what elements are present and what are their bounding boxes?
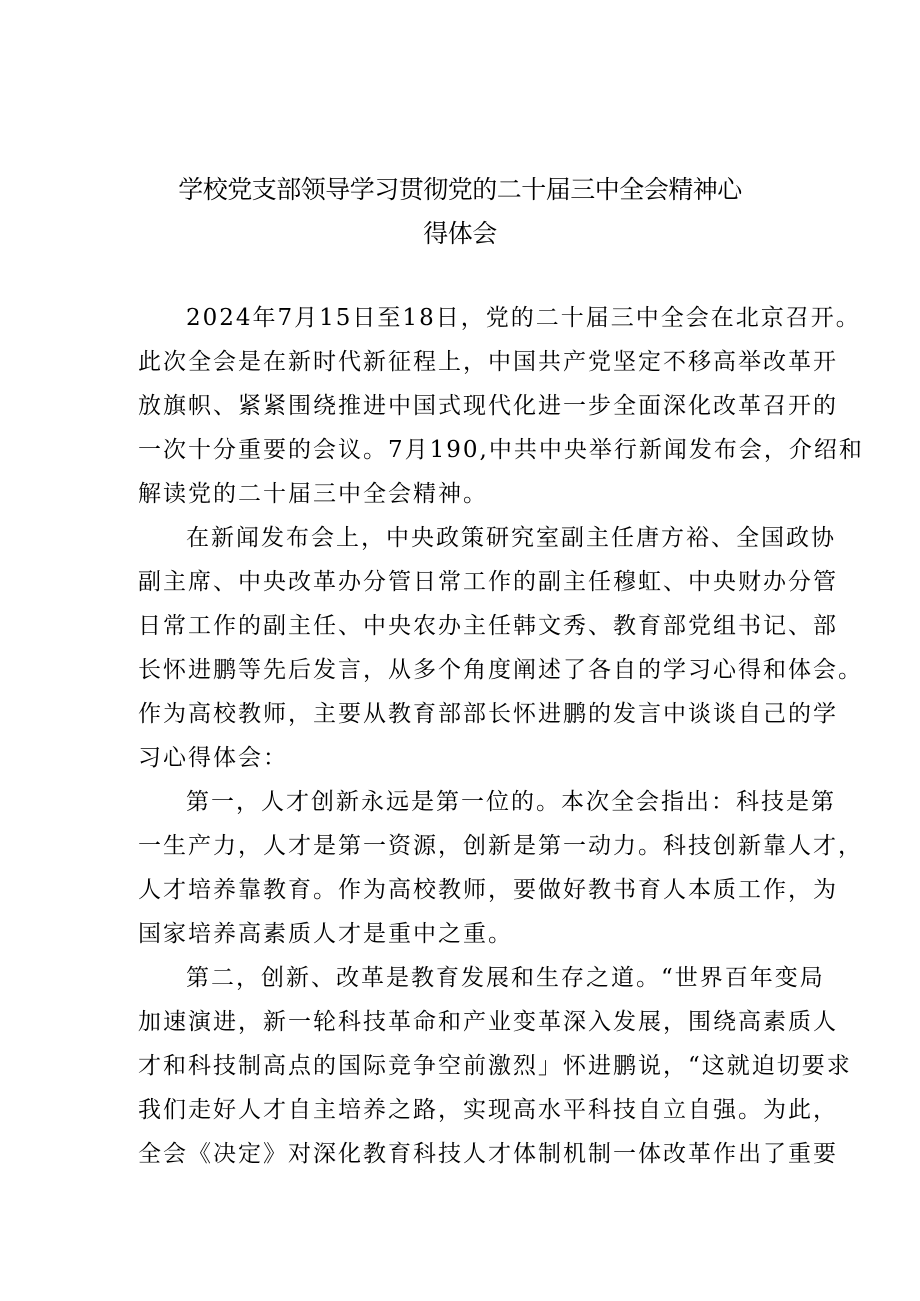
document-title-line-2: 得体会 (423, 219, 497, 248)
paragraph-line: 副主席、中央改革办分管日常工作的副主任穆虹、中央财办分管 (138, 569, 838, 595)
paragraph-line: 国家培养高素质人才是重中之重。 (138, 921, 513, 947)
paragraph-line: 第一，人才创新永远是第一位的。本次全会指出：科技是第 (186, 789, 836, 815)
document-title-line-1: 学校党支部领导学习贯彻党的二十届三中全会精神心 (178, 175, 742, 204)
paragraph-line: 日常工作的副主任、中央农办主任韩文秀、教育部党组书记、部 (138, 613, 838, 639)
paragraph-3 (138, 780, 863, 956)
paragraph-line: 作为高校教师，主要从教育部部长怀进鹏的发言中谈谈自己的学 (138, 701, 838, 727)
paragraph-line: 全会《决定》对深化教育科技人才体制机制一体改革作出了重要 (138, 1141, 838, 1167)
paragraph-line: 放旗帜、紧紧围绕推进中国式现代化进一步全面深化改革召开的 (138, 393, 838, 419)
paragraph-line: 加速演进，新一轮科技革命和产业变革深入发展，围绕高素质人 (138, 1009, 838, 1035)
paragraph-line: 人才培养靠教育。作为高校教师，要做好教书育人本质工作，为 (138, 877, 838, 903)
paragraph-line: 一生产力，人才是第一资源，创新是第一动力。科技创新靠人才， (138, 833, 863, 859)
paragraph-2 (138, 516, 863, 780)
document-body (138, 296, 864, 1176)
paragraph-line: 2024年7月15日至18日，党的二十届三中全会在北京召开。 (186, 305, 861, 331)
paragraph-line: 在新闻发布会上，中央政策研究室副主任唐方裕、全国政协 (186, 525, 836, 551)
paragraph-line: 一次十分重要的会议。7月190,中共中央举行新闻发布会，介绍和 (138, 437, 864, 463)
paragraph-4 (138, 956, 852, 1176)
paragraph-line: 习心得体会： (138, 745, 288, 771)
paragraph-line: 才和科技制高点的国际竞争空前激烈」怀进鹏说，“这就迫切要求 (138, 1053, 852, 1079)
paragraph-line: 此次全会是在新时代新征程上，中国共产党坚定不移高举改革开 (138, 349, 838, 375)
paragraph-line: 长怀进鹏等先后发言，从多个角度阐述了各自的学习心得和体会。 (138, 657, 863, 683)
paragraph-line: 解读党的二十届三中全会精神。 (138, 481, 488, 507)
paragraph-line: 第二，创新、改革是教育发展和生存之道。“世界百年变局 (186, 965, 825, 991)
paragraph-1 (138, 296, 864, 516)
paragraph-line: 我们走好人才自主培养之路，实现高水平科技自立自强。为此， (138, 1097, 838, 1123)
